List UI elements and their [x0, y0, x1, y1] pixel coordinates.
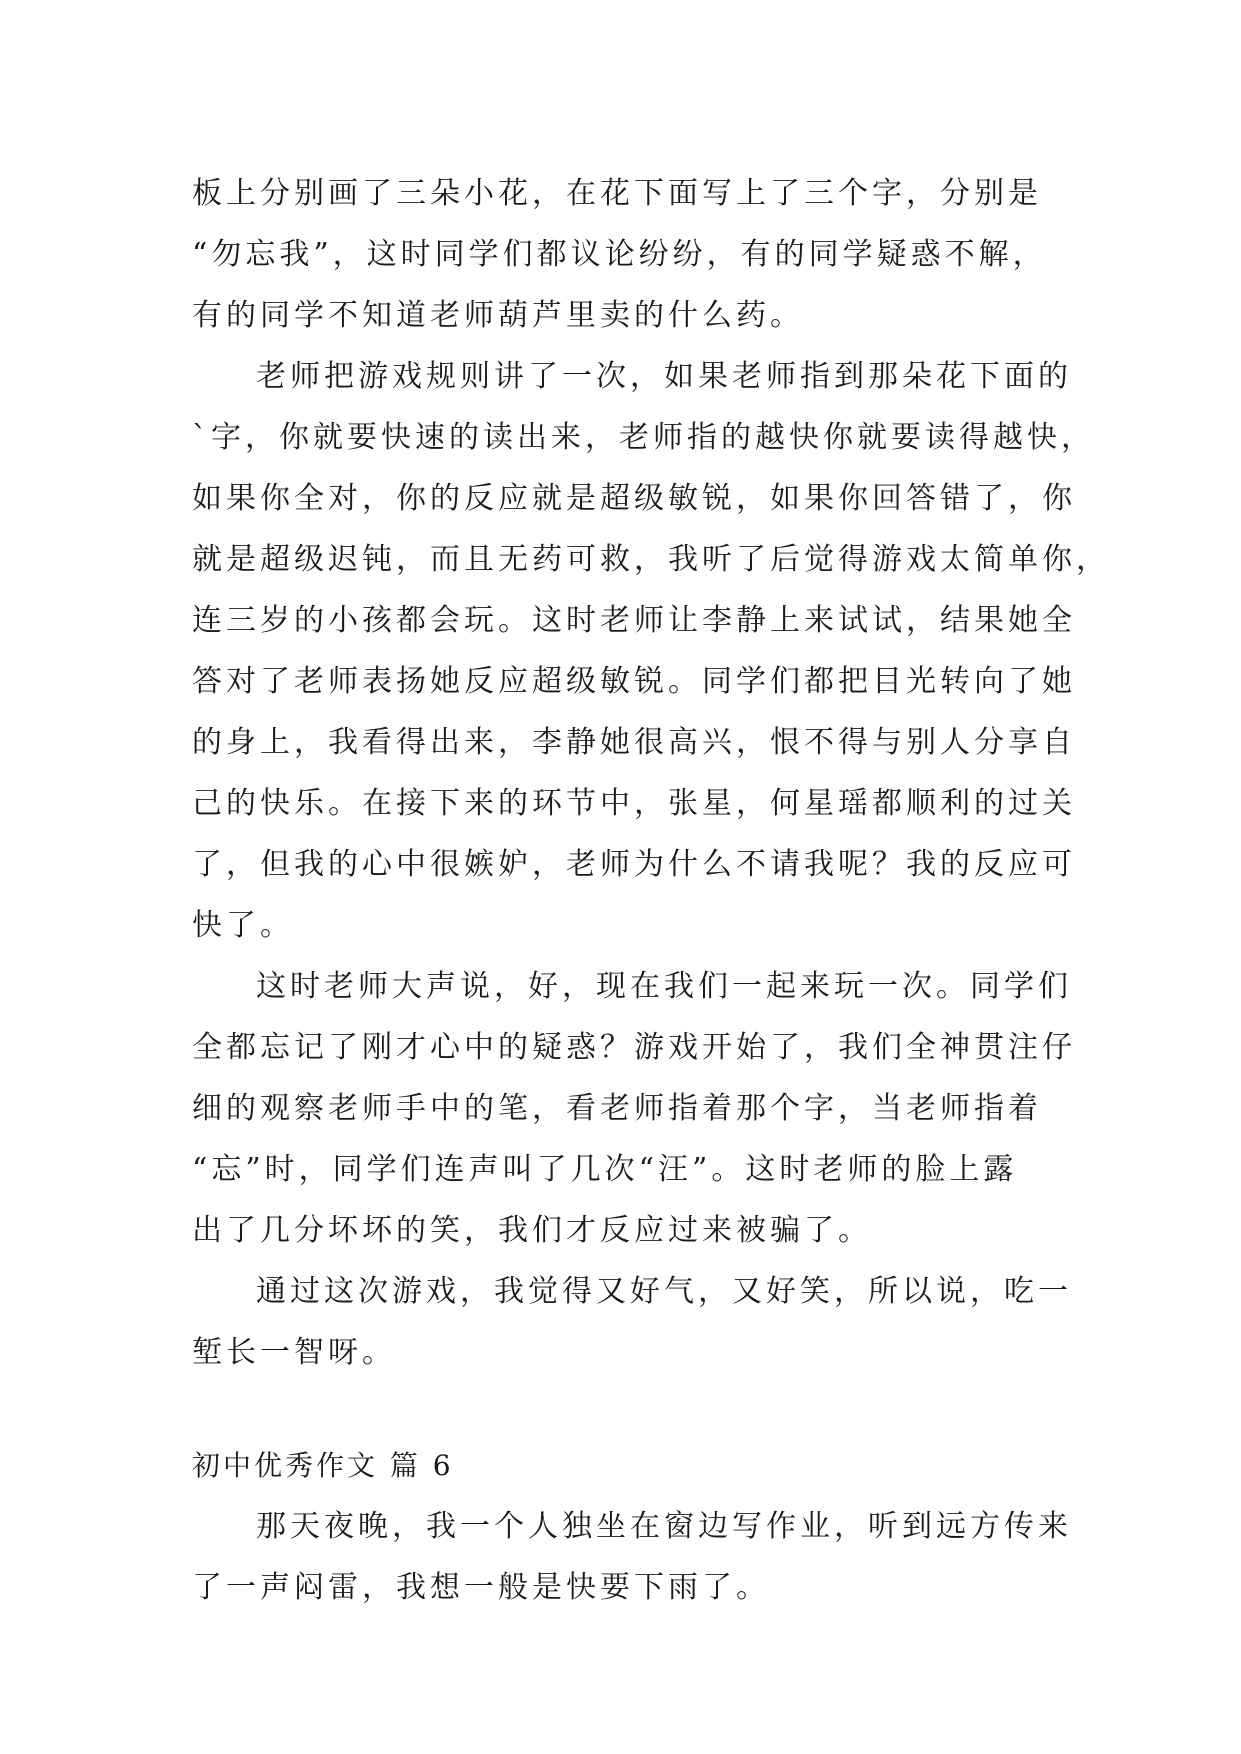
text-line: 快了。: [192, 908, 294, 943]
section-heading: 初中优秀作文 篇 6: [192, 1449, 454, 1482]
text-line: “勿忘我”，这时同学们都议论纷纷，有的同学疑惑不解，: [192, 237, 1047, 272]
text-line: 这时老师大声说，好，现在我们一起来玩一次。同学们: [256, 969, 1072, 1004]
text-line: 老师把游戏规则讲了一次，如果老师指到那朵花下面的: [256, 359, 1072, 394]
text-line: 了，但我的心中很嫉妒，老师为什么不请我呢？我的反应可: [192, 847, 1076, 882]
section-spacer: [192, 1383, 1052, 1435]
paragraph-play-together: [192, 956, 1076, 1261]
text-line: `字，你就要快速的读出来，老师指的越快你就要读得越快，: [192, 420, 1095, 455]
text-line: 出了几分坏坏的笑，我们才反应过来被骗了。: [192, 1213, 872, 1248]
text-line: 就是超级迟钝，而且无药可救，我听了后觉得游戏太简单你，: [192, 542, 1110, 577]
text-line: 了一声闷雷，我想一般是快要下雨了。: [192, 1570, 770, 1605]
text-line: 有的同学不知道老师葫芦里卖的什么药。: [192, 298, 804, 333]
text-line: 答对了老师表扬她反应超级敏锐。同学们都把目光转向了她: [192, 664, 1076, 699]
text-line: 己的快乐。在接下来的环节中，张星，何星瑶都顺利的过关: [192, 786, 1076, 821]
essay-body: [192, 163, 1110, 1618]
text-line: “忘”时，同学们连声叫了几次“汪”。这时老师的脸上露: [192, 1152, 1018, 1187]
paragraph-conclusion: [192, 1261, 1072, 1383]
text-line: 如果你全对，你的反应就是超级敏锐，如果你回答错了，你: [192, 481, 1076, 516]
text-line: 那天夜晚，我一个人独坐在窗边写作业，听到远方传来: [256, 1509, 1072, 1544]
text-line: 通过这次游戏，我觉得又好气，又好笑，所以说，吃一: [256, 1274, 1072, 1309]
paragraph-game-rules: [192, 346, 1110, 956]
text-line: 细的观察老师手中的笔，看老师指着那个字，当老师指着: [192, 1091, 1042, 1126]
text-line: 连三岁的小孩都会玩。这时老师让李静上来试试，结果她全: [192, 603, 1076, 638]
text-line: 堑长一智呀。: [192, 1335, 396, 1370]
paragraph-continued: [192, 163, 1052, 346]
text-line: 全都忘记了刚才心中的疑惑？游戏开始了，我们全神贯注仔: [192, 1030, 1076, 1065]
text-line: 板上分别画了三朵小花，在花下面写上了三个字，分别是: [192, 176, 1042, 211]
text-line: 的身上，我看得出来，李静她很高兴，恨不得与别人分享自: [192, 725, 1076, 760]
paragraph-new-essay: [192, 1496, 1072, 1618]
